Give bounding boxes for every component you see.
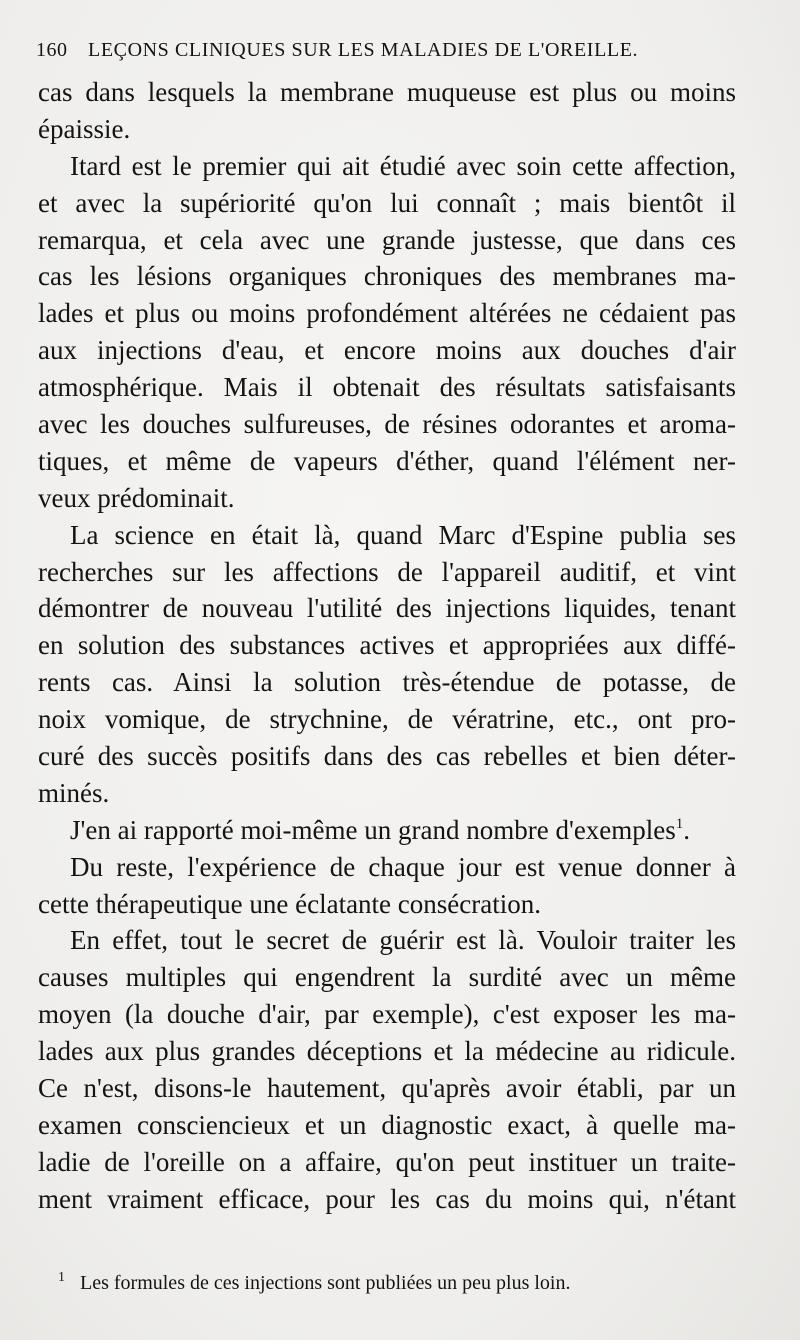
text-line: recherches sur les affections de l'appareil auditif, et vint <box>38 556 736 587</box>
paragraph-first-line: Du reste, l'expérience de chaque jour est venue donner à <box>70 851 736 882</box>
footnote: 1 Les formules de ces injections sont publiées un peu plus loin. <box>58 1270 571 1294</box>
text-line: ladie de l'oreille on a affaire, qu'on peut instituer un traite- <box>38 1146 736 1177</box>
paragraph-first-line: La science en était là, quand Marc d'Espine publia ses <box>70 519 736 550</box>
running-title: LEÇONS CLINIQUES SUR LES MALADIES DE L'OREILLE. <box>88 39 639 61</box>
text-line: minés. <box>38 777 110 808</box>
text-line: examen consciencieux et un diagnostic exact, à quelle ma- <box>38 1109 736 1140</box>
text-line: moyen (la douche d'air, par exemple), c'est exposer les ma- <box>38 999 736 1030</box>
text-line: ment vraiment efficace, pour les cas du moins qui, n'étant <box>38 1183 736 1214</box>
sentence-end: . <box>683 814 691 845</box>
text-line: avec les douches sulfureuses, de résines odorantes et aroma- <box>38 409 736 440</box>
paragraph-first-line: En effet, tout le secret de guérir est là. Vouloir traiter les <box>70 925 736 956</box>
text-line: Ce n'est, disons-le hautement, qu'après avoir établi, par un <box>38 1073 736 1104</box>
text-line: épaissie. <box>38 113 131 144</box>
text-line: et avec la supériorité qu'on lui connaît ; mais bientôt il <box>38 187 736 218</box>
text-line: curé des succès positifs dans des cas rebelles et bien déter- <box>38 741 736 772</box>
text-line: cas dans lesquels la membrane muqueuse est plus ou moins <box>38 77 736 107</box>
text-line: cas les lésions organiques chroniques des membranes ma- <box>38 261 736 292</box>
text-line: veux prédominait. <box>38 482 235 513</box>
footnote-text: Les formules de ces injections sont publiées un peu plus loin. <box>80 1272 571 1294</box>
footnote-reference[interactable]: 1 <box>675 815 684 832</box>
text-line: noix vomique, de strychnine, de vératrine, etc., ont pro- <box>38 704 736 735</box>
text-line: causes multiples qui engendrent la surdité avec un même <box>38 962 736 993</box>
text-line: lades et plus ou moins profondément altérées ne cédaient pas <box>38 298 736 329</box>
text-line: rents cas. Ainsi la solution très-étendue de potasse, de <box>38 667 736 698</box>
text-line: cette thérapeutique une éclatante consécration. <box>38 888 541 919</box>
text-line-content: J'en ai rapporté moi-même un grand nombre d'exemples <box>70 814 676 845</box>
text-line: tiques, et même de vapeurs d'éther, quand l'élément ner- <box>38 445 736 476</box>
paragraph-first-line: Itard est le premier qui ait étudié avec soin cette affection, <box>70 150 736 181</box>
text-line: démontrer de nouveau l'utilité des injections liquides, tenant <box>38 593 736 624</box>
text-line: atmosphérique. Mais il obtenait des résultats satisfaisants <box>38 372 736 403</box>
text-line: lades aux plus grandes déceptions et la médecine au ridicule. <box>38 1036 736 1067</box>
paragraph-first-line <box>38 812 736 849</box>
text-line: remarqua, et cela avec une grande justesse, que dans ces <box>38 224 736 255</box>
body-text <box>38 74 736 1218</box>
page-number: 160 <box>36 39 68 61</box>
text-line: aux injections d'eau, et encore moins aux douches d'air <box>38 335 736 366</box>
running-head <box>36 36 736 64</box>
text-line: en solution des substances actives et appropriées aux diffé- <box>38 630 736 661</box>
